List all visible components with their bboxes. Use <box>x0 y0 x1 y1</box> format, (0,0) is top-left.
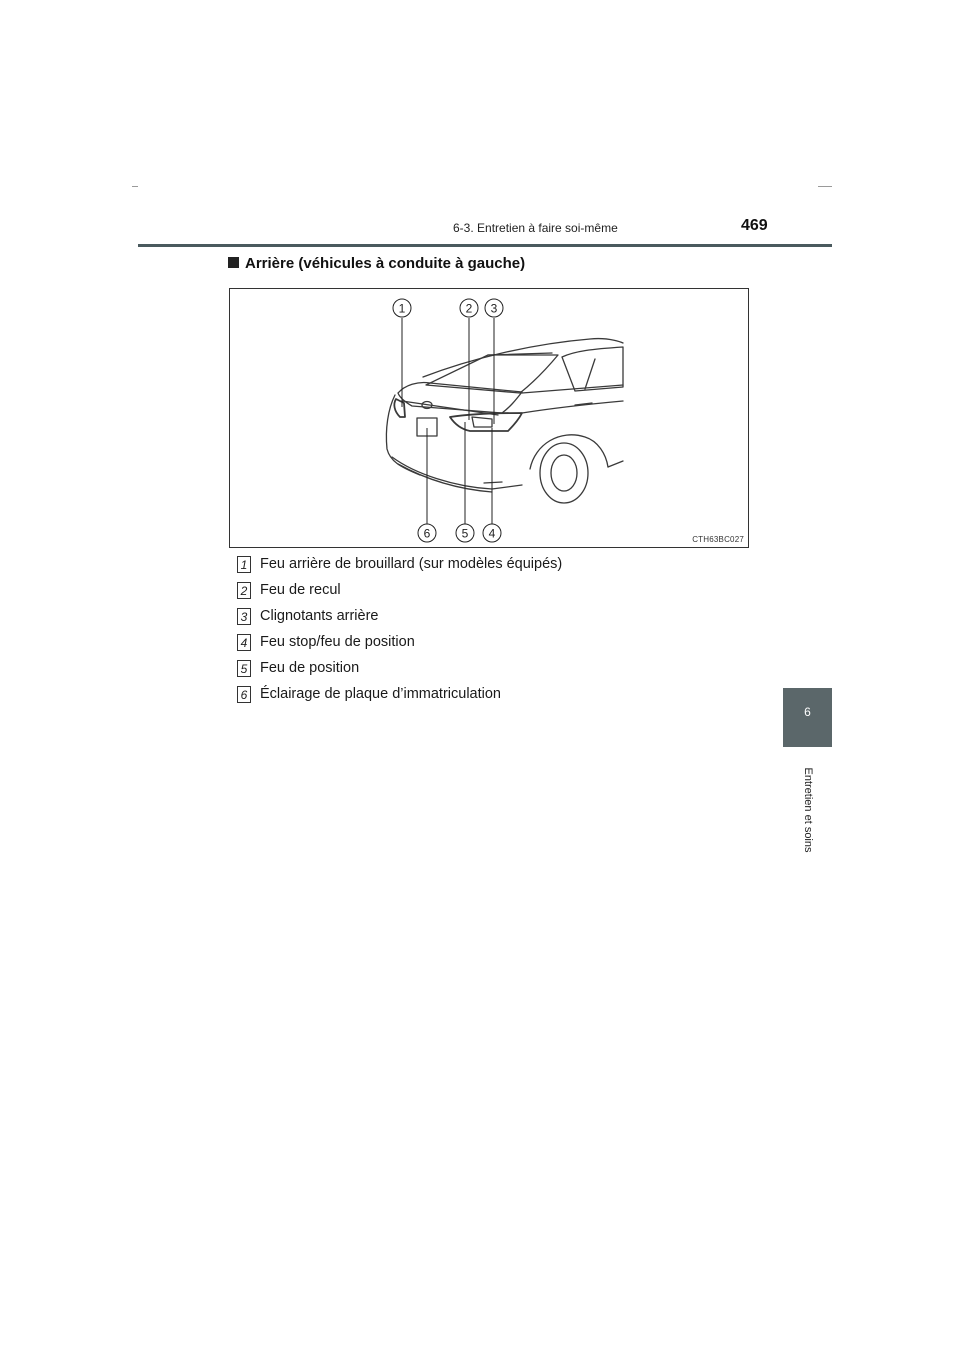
list-item <box>237 657 757 683</box>
chapter-tab <box>783 688 832 747</box>
right-tail-lamp-inner <box>472 417 492 427</box>
car-rear-figure <box>229 288 749 548</box>
header-rule <box>138 244 832 247</box>
rocker-panel <box>608 461 623 467</box>
callout-labels <box>393 299 503 542</box>
crop-mark-left <box>132 186 138 187</box>
right-tail-lamp <box>450 413 522 431</box>
rear-reflector <box>484 482 502 483</box>
rear-bumper <box>392 457 522 489</box>
side-window-rear <box>562 347 623 391</box>
crop-mark-right <box>818 186 832 187</box>
callout-number-1: 1 <box>398 301 406 316</box>
chapter-label: Entretien et soins <box>802 767 814 853</box>
section-reference: 6-3. Entretien à faire soi-même <box>453 221 618 235</box>
figure-code: CTH63BC027 <box>692 535 744 544</box>
rear-wheel <box>540 443 588 503</box>
list-item <box>237 553 757 579</box>
callout-number-2: 2 <box>465 301 473 316</box>
list-item <box>237 579 757 605</box>
rear-body-left <box>386 395 420 475</box>
callout-number-5: 5 <box>461 526 469 541</box>
trunk-lid <box>398 382 522 413</box>
section-heading <box>228 255 525 272</box>
left-tail-lamp <box>394 399 405 417</box>
legend-text: Feu de recul <box>260 582 341 598</box>
list-item <box>237 683 757 709</box>
callout-leaders <box>402 318 494 524</box>
side-body <box>522 401 623 413</box>
page-number: 469 <box>741 217 768 234</box>
legend-text: Feu de position <box>260 660 360 676</box>
section-heading-text: Arrière (véhicules à conduite à gauche) <box>245 255 526 272</box>
callout-number-3: 3 <box>490 301 498 316</box>
rear-window <box>426 355 558 393</box>
legend-number: 5 <box>237 660 251 677</box>
car-rear-illustration <box>230 289 750 549</box>
legend-text: Feu stop/feu de position <box>260 634 415 650</box>
legend-number: 4 <box>237 634 251 651</box>
list-item <box>237 605 757 631</box>
trunk-lower-edge <box>402 401 498 415</box>
chapter-number: 6 <box>804 705 811 719</box>
square-bullet-icon <box>228 257 239 268</box>
list-item <box>237 631 757 657</box>
callout-number-6: 6 <box>423 526 431 541</box>
rear-door-window-pillar <box>585 359 595 389</box>
rear-wheel-hub <box>551 455 577 491</box>
callout-number-4: 4 <box>488 526 496 541</box>
legend-list <box>237 553 757 709</box>
legend-text: Feu arrière de brouillard (sur modèles équipés) <box>260 556 563 572</box>
legend-text: Éclairage de plaque d’immatriculation <box>260 686 501 702</box>
legend-number: 1 <box>237 556 251 573</box>
legend-number: 2 <box>237 582 251 599</box>
legend-number: 3 <box>237 608 251 625</box>
legend-number: 6 <box>237 686 251 703</box>
legend-text: Clignotants arrière <box>260 608 379 624</box>
